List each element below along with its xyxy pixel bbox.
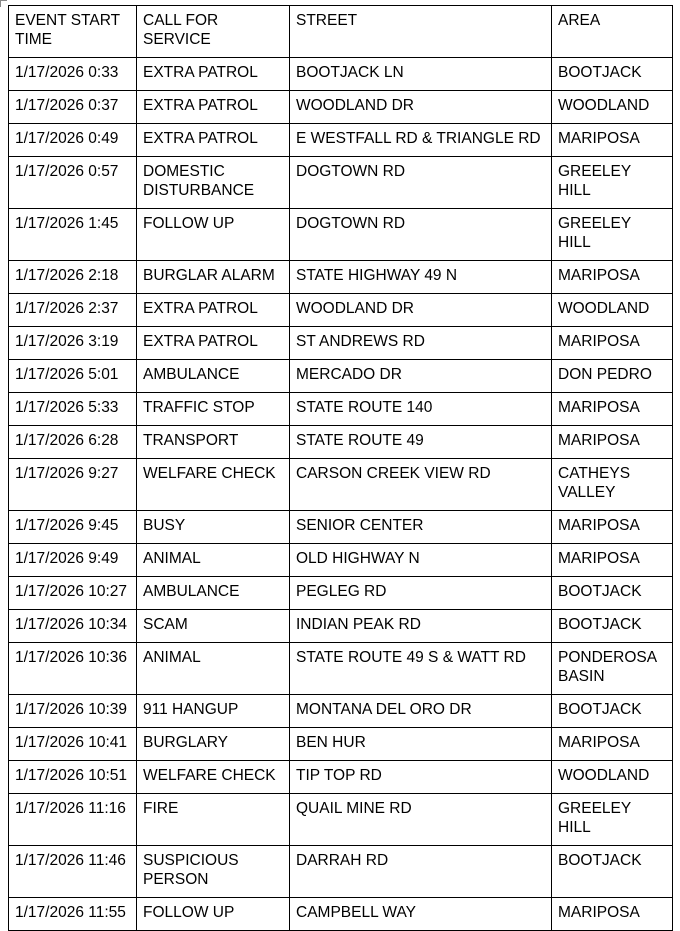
area-cell: GREELEY HILL <box>552 794 673 846</box>
call-type-cell: TRAFFIC STOP <box>137 393 290 426</box>
area-cell: BOOTJACK <box>552 846 673 898</box>
table-row <box>9 393 673 426</box>
street-cell: DOGTOWN RD <box>290 209 552 261</box>
street-cell: ST ANDREWS RD <box>290 327 552 360</box>
table-row <box>9 360 673 393</box>
call-type-cell: EXTRA PATROL <box>137 294 290 327</box>
table-row <box>9 261 673 294</box>
street-cell: MERCADO DR <box>290 360 552 393</box>
event-time-cell: 1/17/2026 2:37 <box>9 294 137 327</box>
call-type-cell: BUSY <box>137 511 290 544</box>
event-time-cell: 1/17/2026 10:41 <box>9 728 137 761</box>
call-type-cell: EXTRA PATROL <box>137 91 290 124</box>
area-cell: BOOTJACK <box>552 577 673 610</box>
area-cell: MARIPOSA <box>552 327 673 360</box>
table-row <box>9 544 673 577</box>
event-time-cell: 1/17/2026 0:49 <box>9 124 137 157</box>
street-cell: STATE ROUTE 49 S & WATT RD <box>290 643 552 695</box>
table-row <box>9 327 673 360</box>
street-cell: DARRAH RD <box>290 846 552 898</box>
call-log-table <box>8 5 673 931</box>
area-cell: BOOTJACK <box>552 58 673 91</box>
area-cell: PONDEROSA BASIN <box>552 643 673 695</box>
table-row <box>9 846 673 898</box>
event-time-cell: 1/17/2026 1:45 <box>9 209 137 261</box>
call-type-cell: FOLLOW UP <box>137 209 290 261</box>
call-type-cell: EXTRA PATROL <box>137 124 290 157</box>
event-time-cell: 1/17/2026 11:16 <box>9 794 137 846</box>
call-type-cell: BURGLARY <box>137 728 290 761</box>
event-time-cell: 1/17/2026 5:01 <box>9 360 137 393</box>
call-type-cell: BURGLAR ALARM <box>137 261 290 294</box>
event-time-cell: 1/17/2026 10:34 <box>9 610 137 643</box>
street-cell: WOODLAND DR <box>290 91 552 124</box>
event-time-cell: 1/17/2026 3:19 <box>9 327 137 360</box>
area-cell: MARIPOSA <box>552 728 673 761</box>
event-time-cell: 1/17/2026 10:39 <box>9 695 137 728</box>
area-cell: GREELEY HILL <box>552 157 673 209</box>
area-cell: WOODLAND <box>552 761 673 794</box>
area-cell: CATHEYS VALLEY <box>552 459 673 511</box>
event-time-cell: 1/17/2026 9:27 <box>9 459 137 511</box>
call-type-cell: FOLLOW UP <box>137 898 290 931</box>
area-cell: MARIPOSA <box>552 393 673 426</box>
call-log-container <box>8 5 673 931</box>
call-type-cell: TRANSPORT <box>137 426 290 459</box>
table-row <box>9 728 673 761</box>
call-type-cell: EXTRA PATROL <box>137 58 290 91</box>
event-time-cell: 1/17/2026 11:46 <box>9 846 137 898</box>
table-row <box>9 577 673 610</box>
table-row <box>9 459 673 511</box>
event-time-cell: 1/17/2026 6:28 <box>9 426 137 459</box>
area-cell: MARIPOSA <box>552 124 673 157</box>
event-time-cell: 1/17/2026 11:55 <box>9 898 137 931</box>
header-street: STREET <box>290 6 552 58</box>
call-type-cell: AMBULANCE <box>137 360 290 393</box>
area-cell: DON PEDRO <box>552 360 673 393</box>
call-type-cell: 911 HANGUP <box>137 695 290 728</box>
table-row <box>9 209 673 261</box>
table-row <box>9 761 673 794</box>
table-row <box>9 426 673 459</box>
event-time-cell: 1/17/2026 9:45 <box>9 511 137 544</box>
call-type-cell: SUSPICIOUS PERSON <box>137 846 290 898</box>
call-type-cell: WELFARE CHECK <box>137 761 290 794</box>
area-cell: MARIPOSA <box>552 261 673 294</box>
street-cell: QUAIL MINE RD <box>290 794 552 846</box>
area-cell: MARIPOSA <box>552 511 673 544</box>
street-cell: STATE ROUTE 140 <box>290 393 552 426</box>
street-cell: BEN HUR <box>290 728 552 761</box>
table-row <box>9 58 673 91</box>
header-area: AREA <box>552 6 673 58</box>
header-row <box>9 6 673 58</box>
street-cell: CAMPBELL WAY <box>290 898 552 931</box>
call-type-cell: ANIMAL <box>137 544 290 577</box>
call-type-cell: DOMESTIC DISTURBANCE <box>137 157 290 209</box>
table-row <box>9 294 673 327</box>
street-cell: STATE ROUTE 49 <box>290 426 552 459</box>
table-row <box>9 794 673 846</box>
street-cell: SENIOR CENTER <box>290 511 552 544</box>
table-row <box>9 695 673 728</box>
area-cell: BOOTJACK <box>552 610 673 643</box>
call-type-cell: AMBULANCE <box>137 577 290 610</box>
page-corner-mark <box>0 0 7 7</box>
street-cell: WOODLAND DR <box>290 294 552 327</box>
table-row <box>9 511 673 544</box>
table-row <box>9 157 673 209</box>
area-cell: WOODLAND <box>552 294 673 327</box>
area-cell: BOOTJACK <box>552 695 673 728</box>
table-row <box>9 91 673 124</box>
area-cell: WOODLAND <box>552 91 673 124</box>
street-cell: STATE HIGHWAY 49 N <box>290 261 552 294</box>
area-cell: MARIPOSA <box>552 898 673 931</box>
call-type-cell: EXTRA PATROL <box>137 327 290 360</box>
street-cell: DOGTOWN RD <box>290 157 552 209</box>
event-time-cell: 1/17/2026 10:51 <box>9 761 137 794</box>
event-time-cell: 1/17/2026 2:18 <box>9 261 137 294</box>
event-time-cell: 1/17/2026 0:37 <box>9 91 137 124</box>
street-cell: E WESTFALL RD & TRIANGLE RD <box>290 124 552 157</box>
street-cell: TIP TOP RD <box>290 761 552 794</box>
event-time-cell: 1/17/2026 0:33 <box>9 58 137 91</box>
street-cell: CARSON CREEK VIEW RD <box>290 459 552 511</box>
street-cell: BOOTJACK LN <box>290 58 552 91</box>
header-event-start-time: EVENT START TIME <box>9 6 137 58</box>
area-cell: MARIPOSA <box>552 426 673 459</box>
call-type-cell: FIRE <box>137 794 290 846</box>
area-cell: GREELEY HILL <box>552 209 673 261</box>
call-type-cell: WELFARE CHECK <box>137 459 290 511</box>
table-row <box>9 124 673 157</box>
call-type-cell: SCAM <box>137 610 290 643</box>
area-cell: MARIPOSA <box>552 544 673 577</box>
event-time-cell: 1/17/2026 5:33 <box>9 393 137 426</box>
street-cell: OLD HIGHWAY N <box>290 544 552 577</box>
event-time-cell: 1/17/2026 10:27 <box>9 577 137 610</box>
call-type-cell: ANIMAL <box>137 643 290 695</box>
event-time-cell: 1/17/2026 9:49 <box>9 544 137 577</box>
event-time-cell: 1/17/2026 10:36 <box>9 643 137 695</box>
header-call-for-service: CALL FOR SERVICE <box>137 6 290 58</box>
street-cell: PEGLEG RD <box>290 577 552 610</box>
street-cell: MONTANA DEL ORO DR <box>290 695 552 728</box>
table-row <box>9 643 673 695</box>
event-time-cell: 1/17/2026 0:57 <box>9 157 137 209</box>
street-cell: INDIAN PEAK RD <box>290 610 552 643</box>
table-row <box>9 610 673 643</box>
